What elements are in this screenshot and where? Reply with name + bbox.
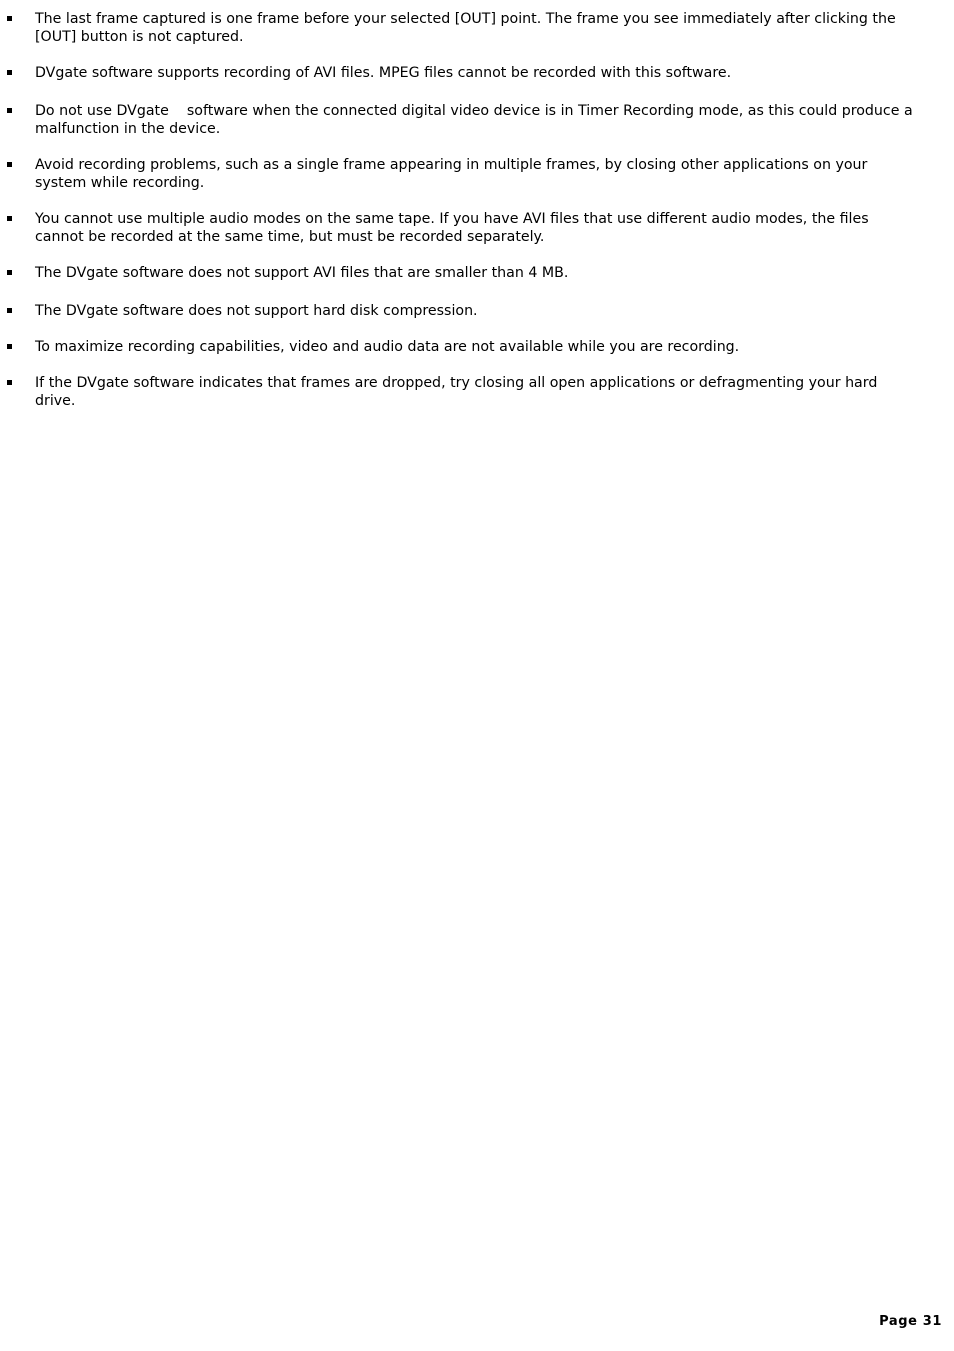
list-item-text: To maximize recording capabilities, video and audio data are not available while you are recording. bbox=[35, 339, 740, 355]
list-item bbox=[0, 302, 954, 320]
page-number: Page 31 bbox=[879, 1314, 942, 1329]
list-item bbox=[0, 374, 954, 410]
list-item-text: You cannot use multiple audio modes on the same tape. If you have AVI files that use different audio modes, the files cannot be recorded at the same time, but must be recorded separately. bbox=[35, 211, 869, 245]
list-item-text: The DVgate software does not support hard disk compression. bbox=[35, 303, 478, 319]
square-bullet-icon bbox=[7, 344, 12, 349]
square-bullet-icon bbox=[7, 162, 12, 167]
notes-list bbox=[0, 10, 954, 428]
list-item bbox=[0, 210, 954, 246]
square-bullet-icon bbox=[7, 308, 12, 313]
square-bullet-icon bbox=[7, 270, 12, 275]
list-item bbox=[0, 64, 954, 82]
list-item-text: Avoid recording problems, such as a single frame appearing in multiple frames, by closing other applications on your system while recording. bbox=[35, 157, 868, 191]
list-item-text: The DVgate software does not support AVI files that are smaller than 4 MB. bbox=[35, 265, 569, 281]
square-bullet-icon bbox=[7, 380, 12, 385]
list-item bbox=[0, 338, 954, 356]
list-item-text: The last frame captured is one frame before your selected [OUT] point. The frame you see immediately after clicking the [OUT] button is not captured. bbox=[35, 11, 896, 45]
list-item-text: If the DVgate software indicates that frames are dropped, try closing all open applications or defragmenting your hard drive. bbox=[35, 375, 878, 409]
list-item bbox=[0, 102, 954, 138]
square-bullet-icon bbox=[7, 70, 12, 75]
square-bullet-icon bbox=[7, 16, 12, 21]
square-bullet-icon bbox=[7, 108, 12, 113]
list-item bbox=[0, 156, 954, 192]
list-item-text: Do not use DVgate software when the connected digital video device is in Timer Recording mode, as this could produce a malfunction in the device. bbox=[35, 103, 918, 137]
square-bullet-icon bbox=[7, 216, 12, 221]
list-item bbox=[0, 10, 954, 46]
list-item-text: DVgate software supports recording of AVI files. MPEG files cannot be recorded with this software. bbox=[35, 65, 732, 81]
list-item bbox=[0, 264, 954, 282]
